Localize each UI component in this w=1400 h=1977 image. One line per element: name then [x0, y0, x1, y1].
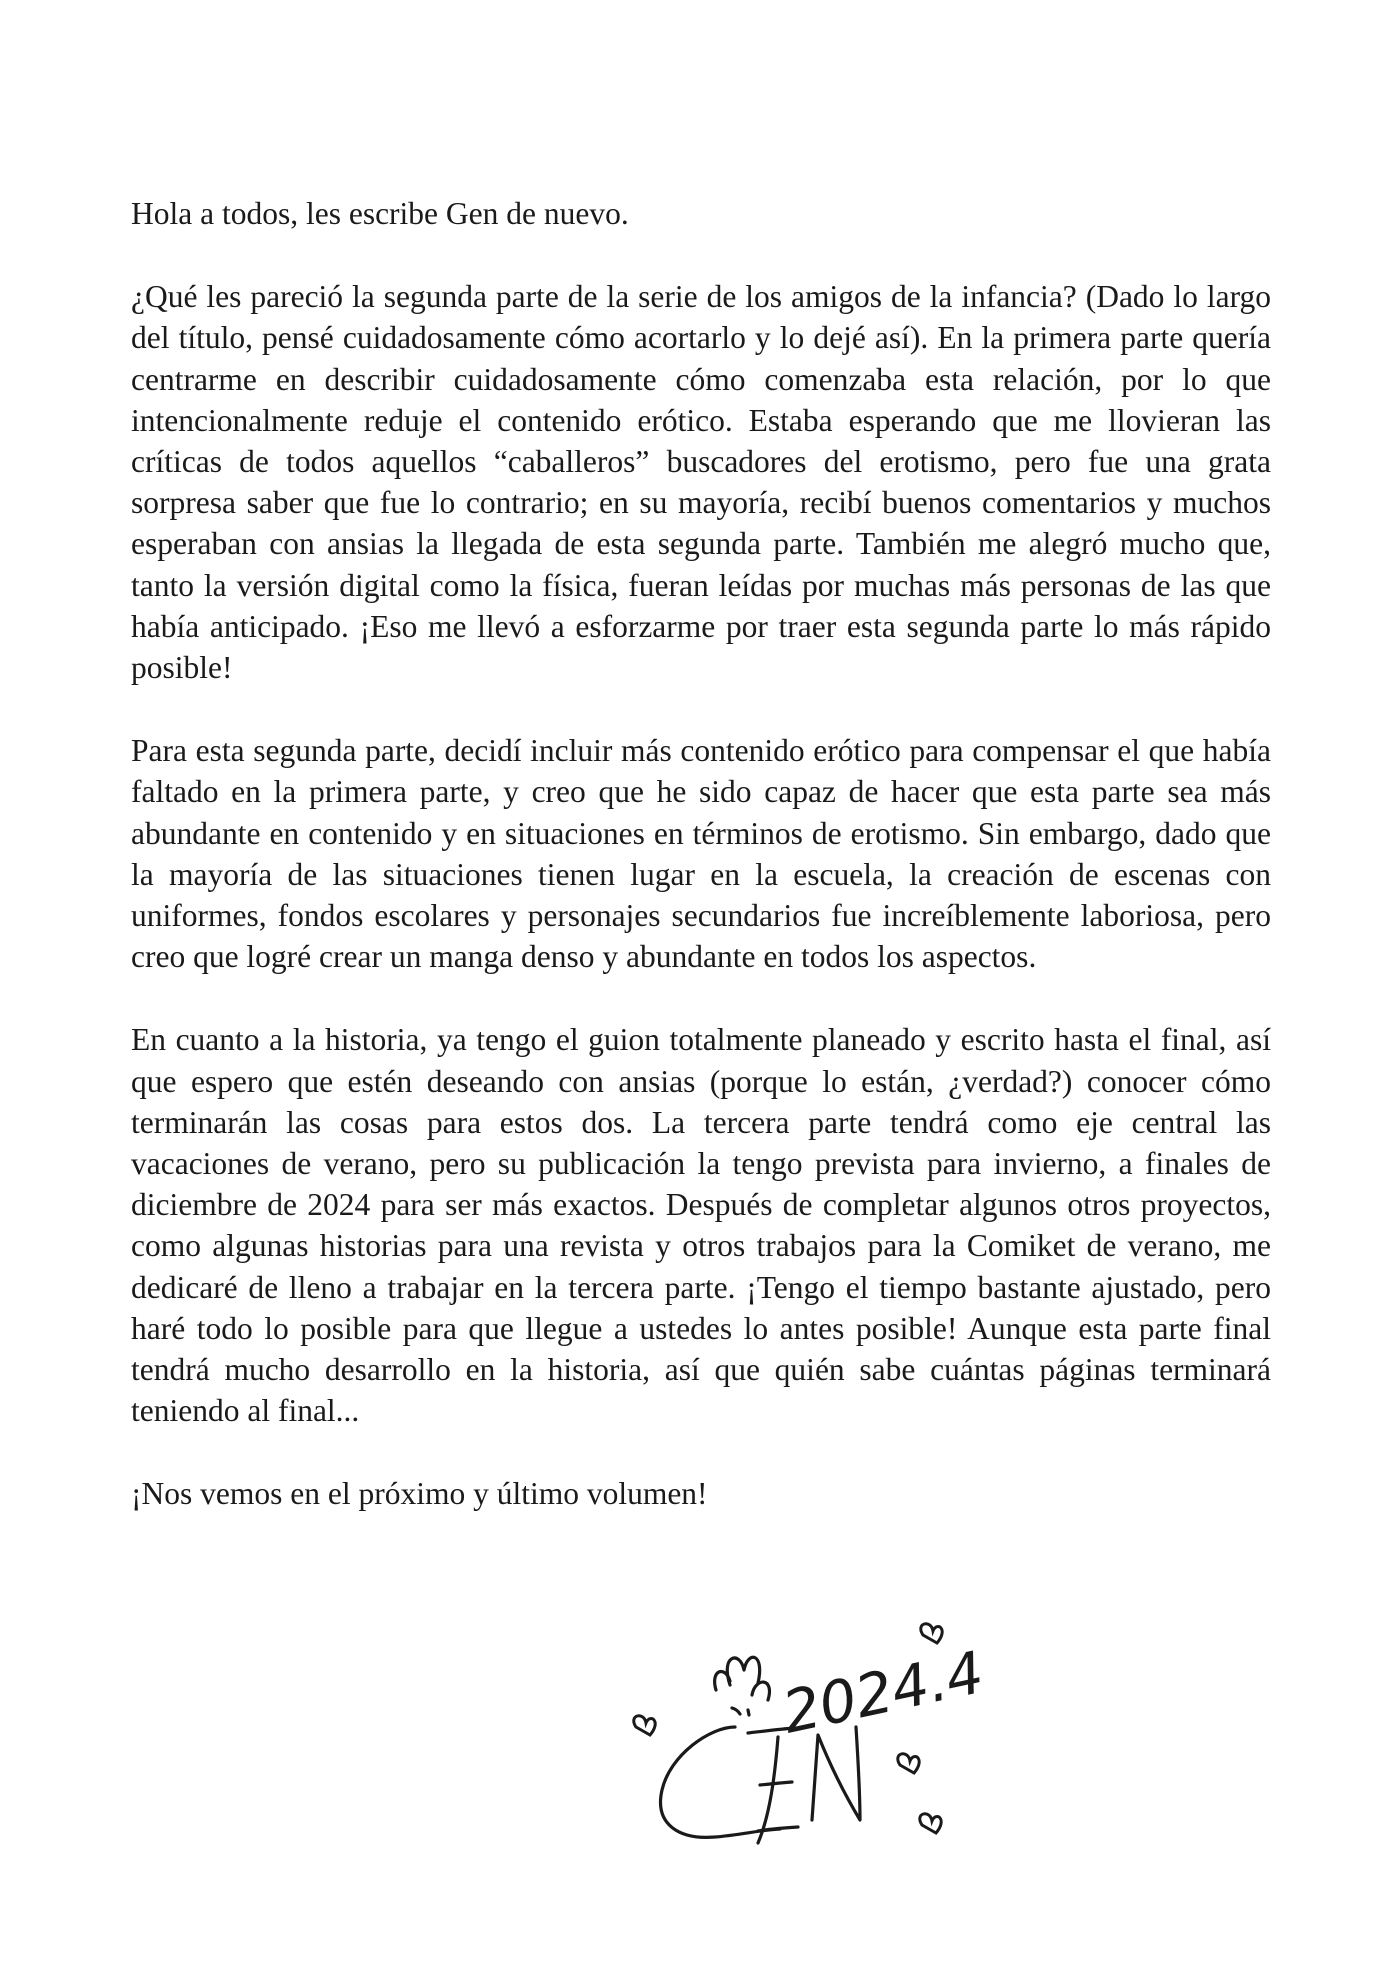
heart-doodle-icon [634, 1716, 655, 1735]
signature-n-stroke [812, 1727, 860, 1820]
signature-e-bar-mid [760, 1782, 792, 1785]
heart-doodle-icon [920, 1814, 941, 1833]
farewell-paragraph: ¡Nos vemos en el próximo y último volumen! [131, 1476, 708, 1512]
paragraph-second-part-reception: ¿Qué les pareció la segunda parte de la serie de los amigos de la infancia? (Dado lo largo del título, pensé cuidadosamente cómo acortarlo y lo dejé así). En la primera parte quería centrarme en describir cuidadosamente cómo comenzaba esta relación, por lo que intencionalmente reduje el contenido erótico. Estaba esperando que me llovieran las críticas de todos aquellos “caballeros” buscadores del erotismo, pero fue una grata sorpresa saber que fue lo contrario; en su mayoría, recibí buenos comentarios y muchos esperaban con ansias la llegada de esta segunda parte. También me alegró mucho que, tanto la versión digital como la física, fueran leídas por muchas más personas de las que había anticipado. ¡Eso me llevó a esforzarme por traer esta segunda parte lo más rápido posible! [131, 279, 1271, 686]
signature-g-stroke [661, 1727, 780, 1837]
heart-doodle-icon [898, 1754, 919, 1773]
signature-e-stroke [758, 1737, 778, 1843]
author-signature [640, 1615, 1100, 1905]
greeting-paragraph: Hola a todos, les escribe Gen de nuevo. [131, 196, 629, 231]
signature-date: 2024.4 [776, 1637, 990, 1747]
signature-drawing [640, 1615, 1100, 1905]
bunny-ears-doodle-icon [715, 1657, 770, 1715]
paragraph-erotic-content: Para esta segunda parte, decidí incluir más contenido erótico para compensar el que había faltado en la primera parte, y creo que he sido capaz de hacer que esta parte sea más abundante en contenido y en situaciones en términos de erotismo. Sin embargo, dado que la mayoría de las situaciones tienen lugar en la escuela, la creación de escenas con uniformes, fondos escolares y personajes secundarios fue increíblemente laboriosa, pero creo que logré crear un manga denso y abundante en todos los aspectos. [131, 733, 1271, 975]
afterword-body [131, 193, 1271, 1557]
heart-doodle-icon [921, 1624, 942, 1643]
paragraph-story-plans: En cuanto a la historia, ya tengo el guion totalmente planeado y escrito hasta el final, así que espero que estén deseando con ansias (porque lo están, ¿verdad?) conocer cómo terminarán las cosas para estos dos. La tercera parte tendrá como eje central las vacaciones de verano, pero su publicación la tengo prevista para invierno, a finales de diciembre de 2024 para ser más exactos. Después de completar algunos otros proyectos, como algunas historias para una revista y otros trabajos para la Comiket de verano, me dedicaré de lleno a trabajar en la tercera parte. ¡Tengo el tiempo bastante ajustado, pero haré todo lo posible para que llegue a ustedes lo antes posible! Aunque esta parte final tendrá mucho desarrollo en la historia, así que quién sabe cuántas páginas terminará teniendo al final... [131, 1022, 1271, 1429]
